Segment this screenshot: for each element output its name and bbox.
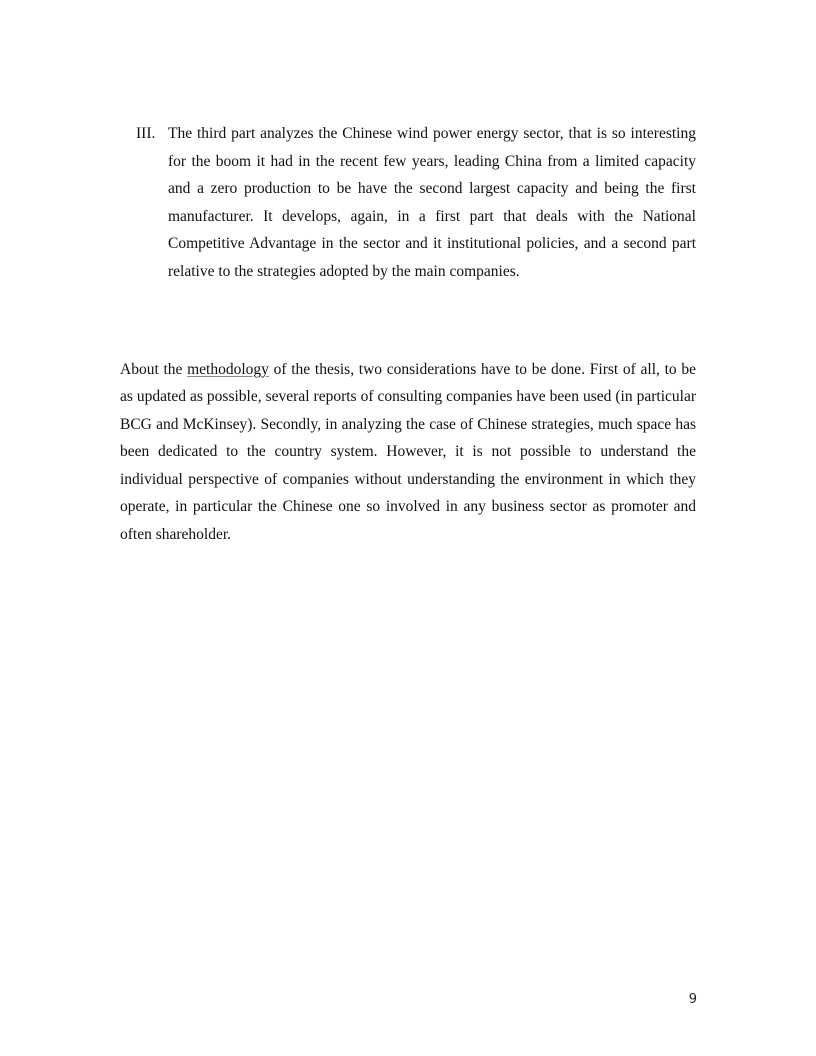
list-item-iii: [120, 120, 696, 286]
page-number: 9: [688, 992, 697, 1007]
methodology-paragraph: [120, 356, 696, 549]
list-marker: III.: [136, 125, 156, 142]
list-item-text: The third part analyzes the Chinese wind power energy sector, that is so interesting for the boom it had in the recent few years, leading China from a limited capacity and a zero production to be have the second largest capacity and being the first manufacturer. It develops, again, in a first part that deals with the National Competitive Advantage in the sector and it institutional policies, and a second part relative to the strategies adopted by the main companies.: [168, 125, 696, 280]
paragraph-body-text: of the thesis, two considerations have to be done. First of all, to be as updated as possible, several reports of consulting companies have been used (in particular BCG and McKinsey). Secondly, in analyzing the case of Chinese strategies, much space has been dedicated to the country system. However, it is not possible to understand the individual perspective of companies without understanding the environment in which they operate, in particular the Chinese one so involved in any business sector as promoter and often shareholder.: [120, 360, 697, 544]
paragraph-intro-text: About the: [120, 360, 188, 378]
methodology-term: methodology: [187, 360, 269, 378]
